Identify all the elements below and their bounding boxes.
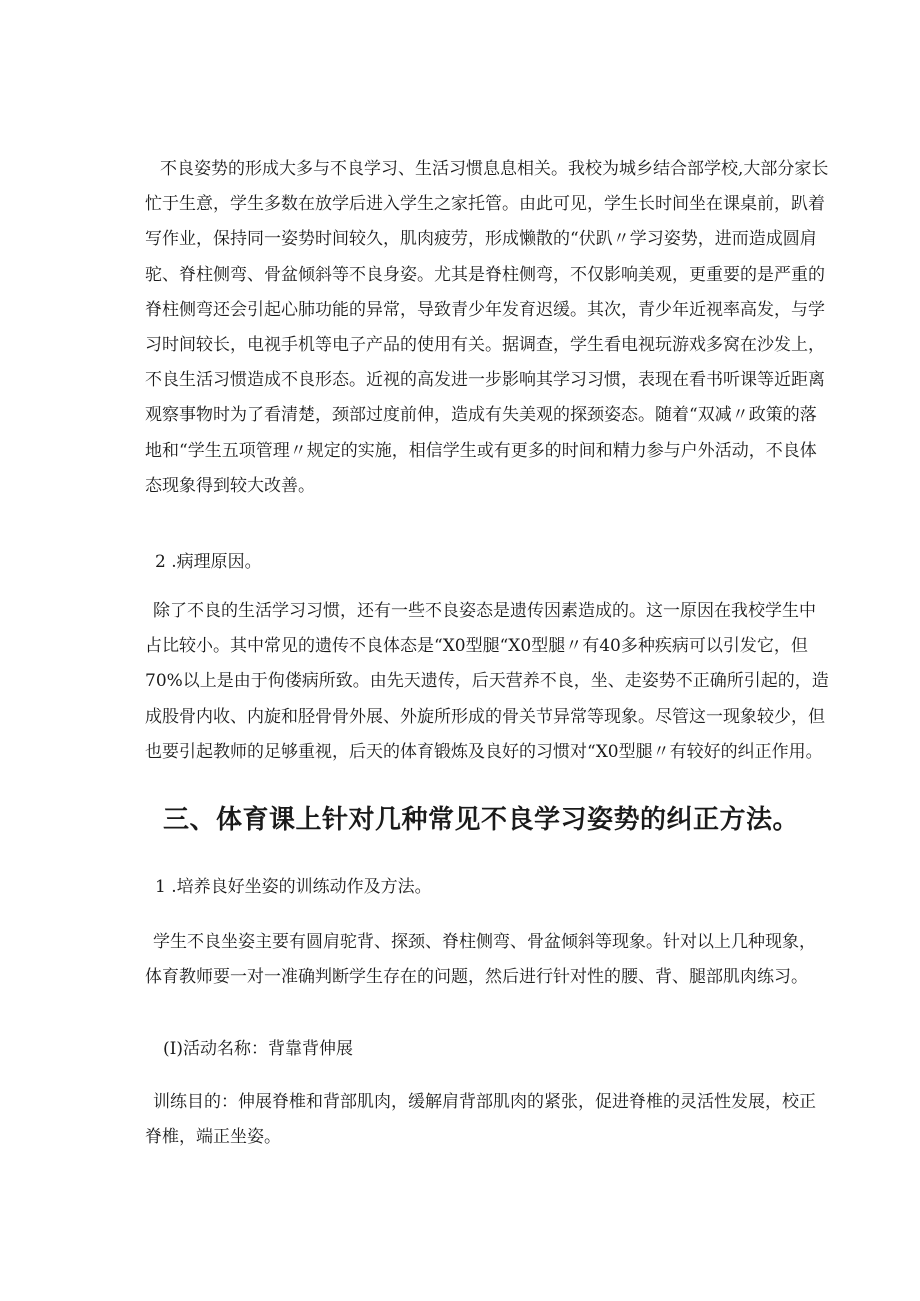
paragraph-habits: 不良姿势的形成大多与不良学习、生活习惯息息相关。我校为城乡结合部学校,大部分家长忙于生意，学生多数在放学后进入学生之家托管。由此可见，学生长时间坐在课桌前，趴着写作业，保持同一姿势时间较久，肌肉疲劳，形成懒散的“伏趴〃学习姿势，进而造成圆肩驼、脊柱侧弯、骨盆倾斜等不良身姿。尤其是脊柱侧弯，不仅影响美观，更重要的是严重的脊柱侧弯还会引起心肺功能的异常，导致青少年发育迟缓。其次，青少年近视率高发，与学习时间较长，电视手机等电子产品的使用有关。据调查，学生看电视玩游戏多窝在沙发上，不良生活习惯造成不良形态。近视的高发进一步影响其学习习惯，表现在看书听课等近距离观察事物时为了看清楚，颈部过度前伸，造成有失美观的探颈姿态。随着“双减〃政策的落地和“学生五项管理〃规定的实施，相信学生或有更多的时间和精力参与户外活动，不良体态现象得到较大改善。: [145, 159, 829, 496]
heading-pathology: 2 .病理原因。: [155, 552, 262, 572]
paragraph-sitting: 学生不良坐姿主要有圆肩驼背、探颈、脊柱侧弯、骨盆倾斜等现象。针对以上几种现象，体育教师要一对一准确判断学生存在的问题，然后进行针对性的腰、背、腿部肌肉练习。: [145, 932, 816, 988]
paragraph-goal: 训练目的：伸展脊椎和背部肌肉，缓解肩背部肌肉的紧张，促进脊椎的灵活性发展，校正脊椎，端正坐姿。: [145, 1092, 816, 1148]
activity-name: (I)活动名称：背靠背伸展: [163, 1039, 353, 1059]
heading-sitting: 1 .培养良好坐姿的训练动作及方法。: [155, 877, 432, 897]
paragraph-pathology: 除了不良的生活学习习惯，还有一些不良姿态是遗传因素造成的。这一原因在我校学生中占比较小。其中常见的遗传不良体态是“X0型腿“X0型腿〃有40多种疾病可以引发它，但70%以上是由于佝偻病所致。由先天遗传，后天营养不良，坐、走姿势不正确所引起的，造成股骨内收、内旋和胫骨骨外展、外旋所形成的骨关节异常等现象。尽管这一现象较少，但也要引起教师的足够重视，后天的体育锻炼及良好的习惯对“X0型腿〃有较好的纠正作用。: [145, 601, 829, 762]
section-heading: 三、体育课上针对几种常见不良学习姿势的纠正方法。: [163, 805, 800, 835]
